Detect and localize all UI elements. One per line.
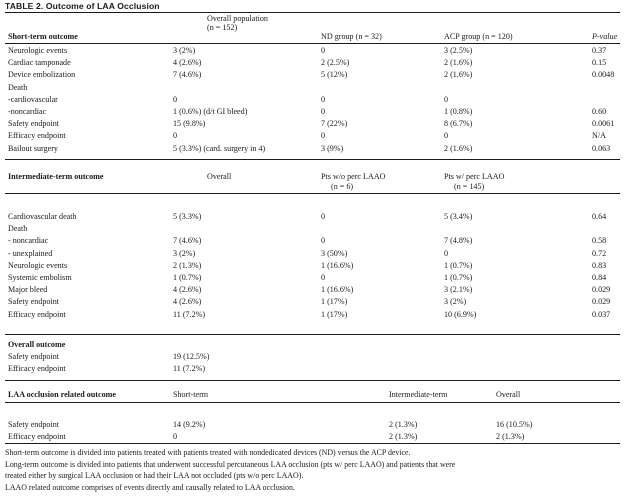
cell-nd: 2 (2.5%) [321,58,350,68]
row-label: Cardiovascular death [8,212,77,221]
row-label: Cardiac tamponade [8,58,71,68]
cell-overall: 7 (4.6%) [173,70,202,80]
cell-p-value: 0.83 [592,260,607,270]
cell-nd: 0 [321,46,326,55]
cell-overall: 0 [173,94,178,104]
cell-pts-without-perc: 0 [321,273,326,282]
footnote-line: treated either by surgical LAA occlusion or had their LAA not occluded (pts w/o perc LAAO). [5,471,304,480]
top-rule [5,12,620,13]
cell-pts-with-perc: 1 (0.7%) [444,273,473,282]
cell-overall: 2 (1.3%) [173,260,202,270]
header-overall-line1: Overall population [207,14,268,23]
header-pts-with-perc-line2: (n = 145) [454,182,485,191]
row-label: Device embolization [8,70,76,80]
cell-overall: 4 (2.6%) [173,297,202,307]
cell-acp: 2 (1.6%) [444,70,473,80]
cell-intermediate: 2 (1.3%) [389,420,418,429]
cell-pts-with-perc: 3 (2.1%) [444,285,473,295]
footnote-line: LAAO related outcome comprises of events directly and causally related to LAA occlusion. [5,482,295,492]
section-rule [5,159,620,160]
cell-overall: 5 (3.3%) [173,212,202,221]
cell-overall: 1 (0.6%) (d/t GI bleed) [173,107,248,116]
cell-nd: 0 [321,94,326,104]
section-rule [5,334,620,335]
row-label: Safety endpoint [8,297,60,307]
cell-p-value: 0.15 [592,58,607,68]
row-label: Death [8,82,28,92]
cell-nd: 0 [321,107,326,116]
cell-pts-without-perc: 1 (16.6%) [321,260,354,270]
footnote-line: Long-term outcome is divided into patients that underwent successful percutaneous LAA occlusion (pts w/ perc LAAO) and patients that were [5,459,456,469]
cell-nd: 3 (9%) [321,143,344,153]
cell-p-value: 0.0061 [592,119,615,129]
header-acp-group: ACP group (n = 120) [444,32,513,41]
header-rule [5,43,620,44]
header-p-value: P-value [592,32,618,41]
cell-acp: 0 [444,94,449,104]
cell-p-value: 0.58 [592,236,607,246]
footnote-line: Short-term outcome is divided into patients treated with patients treated with nondedicated devices (ND) versus the ACP device. [5,448,411,457]
cell-p-value: 0.0048 [592,70,615,80]
cell-p-value: 0.60 [592,107,607,116]
cell-intermediate: 2 (1.3%) [389,432,418,442]
row-label: Safety endpoint [8,352,60,361]
cell-pts-without-perc: 1 (17%) [321,309,348,319]
cell-overall: 5 (3.3%) (card. surgery in 4) [173,143,266,153]
cell-p-value: 0.72 [592,248,607,258]
cell-p-value: 0.029 [592,297,611,307]
cell-overall: 7 (4.6%) [173,236,202,246]
bottom-rule [5,443,620,444]
row-label: Efficacy endpoint [8,131,66,141]
cell-pts-with-perc: 1 (0.7%) [444,260,473,270]
header-pts-with-perc-line1: Pts w/ perc LAAO [444,172,505,181]
row-label: - noncardiac [8,236,49,246]
row-label: Systemic embolism [8,273,72,282]
header-pts-without-perc-line1: Pts w/o perc LAAO [321,172,386,181]
cell-nd: 5 (12%) [321,70,348,80]
header-overall-line2: (n = 152) [207,23,238,32]
cell-acp: 3 (2.5%) [444,46,473,55]
cell-pts-without-perc: 0 [321,212,326,221]
row-label: Efficacy endpoint [8,309,66,319]
section-header-intermediate: Intermediate-term outcome [8,172,104,181]
cell-overall: 3 (2%) [173,248,196,258]
section-rule [5,380,620,381]
section-header-overall: Overall outcome [8,340,66,349]
row-label: Efficacy endpoint [8,364,66,374]
row-label: -cardiovascular [8,94,58,104]
cell-overall: 11 (7.2%) [173,364,206,374]
row-label: Bailout surgery [8,143,58,153]
cell-overall: 19 (12.5%) [173,352,210,361]
cell-pts-with-perc: 10 (6.9%) [444,309,477,319]
cell-pts-without-perc: 3 (50%) [321,248,348,258]
cell-overall: 4 (2.6%) [173,285,202,295]
cell-nd: 7 (22%) [321,119,348,129]
header-rule [5,402,620,403]
cell-acp: 1 (0.8%) [444,107,473,116]
cell-short-term: 14 (9.2%) [173,420,206,429]
cell-acp: 0 [444,131,449,141]
cell-pts-with-perc: 7 (4.8%) [444,236,473,246]
section-header-short-term: Short-term outcome [8,32,78,41]
cell-overall: 15 (9.8%) [173,119,206,129]
cell-nd: 0 [321,131,326,141]
cell-p-value: 0.063 [592,143,611,153]
table-title: TABLE 2. Outcome of LAA Occlusion [5,1,160,11]
row-label: Safety endpoint [8,119,60,129]
row-label: Neurologic events [8,46,68,55]
cell-p-value: 0.037 [592,309,611,319]
cell-p-value: 0.84 [592,273,607,282]
header-nd-group: ND group (n = 32) [321,32,382,41]
cell-p-value: 0.37 [592,46,607,55]
cell-pts-with-perc: 5 (3.4%) [444,212,473,221]
header-laa-intermediate: Intermediate-term [389,390,448,399]
section-header-laa-related: LAA occlusion related outcome [8,390,116,399]
row-label: Major bleed [8,285,48,295]
cell-overall: 2 (1.3%) [496,432,525,442]
row-label: Neurologic events [8,260,68,270]
cell-p-value: 0.029 [592,285,611,295]
header-laa-short-term: Short-term [173,390,209,399]
cell-pts-without-perc: 1 (16.6%) [321,285,354,295]
row-label: -noncardiac [8,107,47,116]
row-label: - unexplained [8,248,53,258]
row-label: Safety endpoint [8,420,60,429]
cell-overall: 0 [173,131,178,141]
header-rule [5,193,620,194]
cell-acp: 8 (6.7%) [444,119,473,129]
cell-overall: 3 (2%) [173,46,196,55]
cell-pts-with-perc: 0 [444,248,449,258]
cell-short-term: 0 [173,432,178,442]
cell-acp: 2 (1.6%) [444,143,473,153]
cell-overall: 11 (7.2%) [173,309,206,319]
row-label: Death [8,224,28,234]
header-intermediate-overall: Overall [207,172,232,181]
cell-p-value: 0.64 [592,212,607,221]
cell-acp: 2 (1.6%) [444,58,473,68]
cell-p-value: N/A [592,131,606,141]
cell-overall: 1 (0.7%) [173,273,202,282]
cell-overall: 16 (10.5%) [496,420,533,429]
cell-overall: 4 (2.6%) [173,58,202,68]
cell-pts-without-perc: 0 [321,236,326,246]
cell-pts-with-perc: 3 (2%) [444,297,467,307]
header-laa-overall: Overall [496,390,521,399]
row-label: Efficacy endpoint [8,432,66,442]
cell-pts-without-perc: 1 (17%) [321,297,348,307]
header-pts-without-perc-line2: (n = 6) [331,182,354,191]
